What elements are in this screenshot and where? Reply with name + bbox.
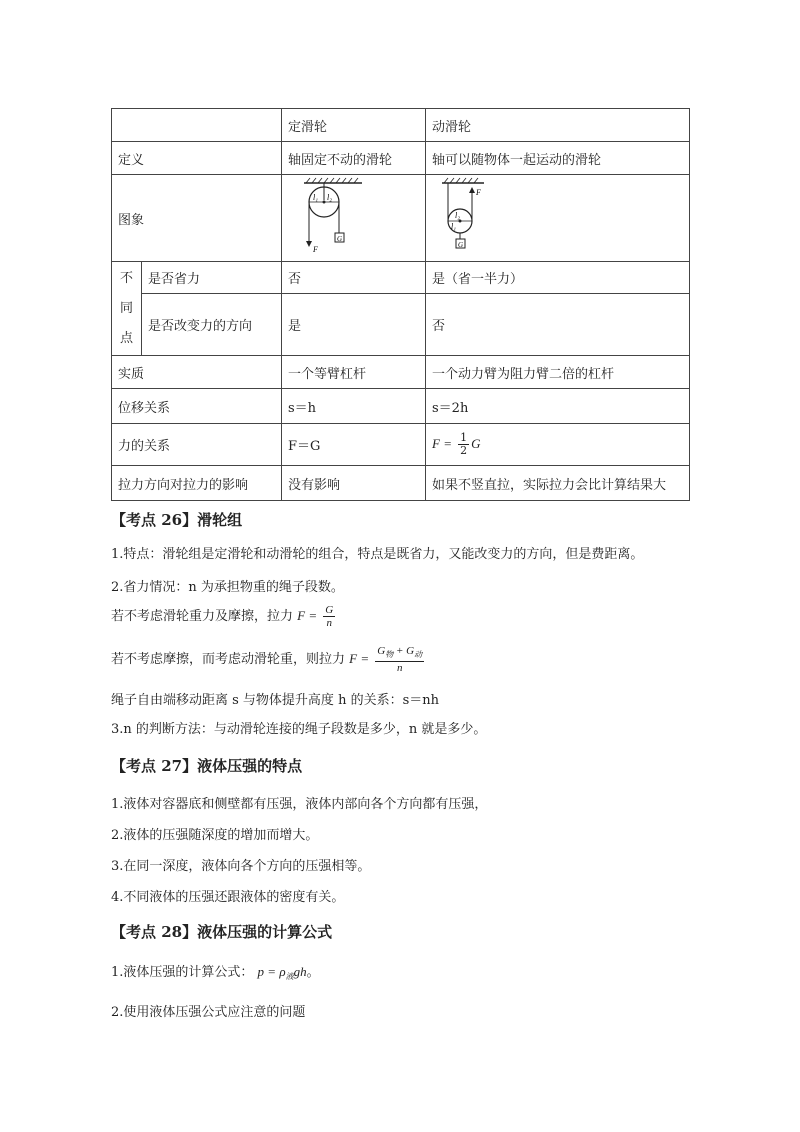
row-label-essence: 实质 — [112, 356, 282, 389]
pulley-comparison-table — [111, 108, 690, 501]
section-26-paragraph-1: 1.特点：滑轮组是定滑轮和动滑轮的组合，特点是既省力，又能改变力的方向，但是费距离。 — [111, 547, 644, 562]
header-movable-pulley: 动滑轮 — [426, 109, 690, 142]
movable-l2-label: l₂ — [455, 211, 461, 220]
pulley-group-numerator: G — [325, 604, 334, 616]
force-movable-lhs: F = — [432, 436, 452, 451]
differences-label-char-3: 点 — [119, 330, 133, 346]
pulley-weight-numerator — [375, 645, 424, 662]
row-label-changes-direction: 是否改变力的方向 — [142, 294, 282, 356]
numerator-g-object: G — [377, 645, 386, 657]
subscript-pulley: 动 — [414, 650, 423, 659]
pulley-group-denominator: n — [326, 617, 332, 629]
section-28-p1-suffix: 。 — [306, 965, 320, 980]
formula-part-a: p = ρ — [257, 964, 286, 979]
section-26-paragraph-2: 2.省力情况：n 为承担物重的绳子段数。 — [111, 580, 344, 595]
essence-fixed: 一个等臂杠杆 — [282, 356, 426, 389]
section-26-p4-prefix: 若不考虑摩擦，而考虑动滑轮重，则拉力 — [111, 652, 346, 667]
table-row-definition — [112, 142, 690, 175]
movable-pulley-diagram-cell — [426, 175, 690, 262]
section-26-p3-lhs: F = — [297, 608, 318, 623]
essence-movable: 一个动力臂为阻力臂二倍的杠杆 — [426, 356, 690, 389]
force-fixed: F＝G — [282, 424, 426, 466]
table-row-saves-force — [112, 262, 690, 294]
row-label-image: 图象 — [112, 175, 282, 262]
section-28-title: 【考点 28】液体压强的计算公式 — [111, 923, 333, 941]
header-fixed-pulley: 定滑轮 — [282, 109, 426, 142]
definition-movable: 轴可以随物体一起运动的滑轮 — [426, 142, 690, 175]
fixed-pulley-diagram-cell — [282, 175, 426, 262]
saves-force-movable: 是（省一半力） — [426, 262, 690, 294]
movable-l1-label: l₁ — [451, 222, 457, 231]
pull-direction-movable: 如果不竖直拉，实际拉力会比计算结果大 — [426, 466, 690, 501]
section-26-paragraph-5: 绳子自由端移动距离 s 与物体提升高度 h 的关系：s＝nh — [111, 693, 439, 708]
section-26-paragraph-4 — [111, 645, 426, 674]
section-27-paragraph-4: 4.不同液体的压强还跟液体的密度有关。 — [111, 890, 345, 905]
table-cell-empty — [112, 109, 282, 142]
section-26-p3-prefix: 若不考虑滑轮重力及摩擦，拉力 — [111, 609, 294, 624]
half-fraction — [458, 432, 469, 457]
formula-subscript: 液 — [285, 972, 294, 981]
table-row-displacement — [112, 389, 690, 424]
displacement-fixed: s＝h — [282, 389, 426, 424]
pull-direction-fixed: 没有影响 — [282, 466, 426, 501]
row-label-definition: 定义 — [112, 142, 282, 175]
section-27-title: 【考点 27】液体压强的特点 — [111, 757, 303, 775]
plus-sign: + — [393, 645, 407, 657]
fixed-pulley-diagram — [282, 175, 426, 257]
movable-force-label: F — [476, 188, 481, 197]
half-fraction-denominator: 2 — [460, 444, 468, 457]
section-26-paragraph-6: 3.n 的判断方法：与动滑轮连接的绳子段数是多少，n 就是多少。 — [111, 722, 487, 737]
changes-direction-fixed: 是 — [282, 294, 426, 356]
section-28-p1-prefix: 1.液体压强的计算公式： — [111, 965, 254, 980]
fixed-force-label: F — [313, 245, 318, 254]
liquid-pressure-formula — [258, 964, 307, 979]
force-movable-var: G — [471, 436, 481, 451]
definition-fixed: 轴固定不动的滑轮 — [282, 142, 426, 175]
pulley-weight-denominator: n — [396, 662, 403, 674]
table-row-image — [112, 175, 690, 262]
formula-part-b: gh — [293, 964, 307, 979]
saves-force-fixed: 否 — [282, 262, 426, 294]
section-27-paragraph-3: 3.在同一深度，液体向各个方向的压强相等。 — [111, 859, 371, 874]
fixed-weight-label: G — [337, 235, 343, 243]
differences-group-label — [112, 262, 142, 356]
subscript-object: 物 — [385, 650, 394, 659]
table-row-essence — [112, 356, 690, 389]
section-26-paragraph-3 — [111, 604, 337, 629]
section-26-title: 【考点 26】滑轮组 — [111, 511, 243, 529]
row-label-displacement: 位移关系 — [112, 389, 282, 424]
pulley-group-fraction — [323, 604, 335, 629]
force-movable — [426, 424, 690, 466]
pulley-weight-fraction — [375, 645, 424, 674]
differences-label-char-1: 不 — [119, 270, 133, 286]
table-row-header — [112, 109, 690, 142]
movable-weight-label: G — [458, 241, 464, 249]
displacement-movable: s＝2h — [426, 389, 690, 424]
section-27-paragraph-2: 2.液体的压强随深度的增加而增大。 — [111, 828, 319, 843]
table-row-pull-direction — [112, 466, 690, 501]
table-row-changes-direction — [112, 294, 690, 356]
section-28-paragraph-2: 2.使用液体压强公式应注意的问题 — [111, 1005, 306, 1020]
row-label-pull-direction: 拉力方向对拉力的影响 — [112, 466, 282, 501]
section-26-p4-lhs: F = — [349, 651, 370, 666]
table-row-force — [112, 424, 690, 466]
fixed-l2-label: l₂ — [327, 193, 333, 202]
movable-pulley-diagram — [426, 175, 690, 257]
numerator-g-pulley: G — [406, 645, 415, 657]
section-28-paragraph-1 — [111, 961, 320, 982]
differences-label-char-2: 同 — [119, 300, 133, 316]
section-27-paragraph-1: 1.液体对容器底和侧壁都有压强，液体内部向各个方向都有压强， — [111, 797, 488, 812]
row-label-force: 力的关系 — [112, 424, 282, 466]
changes-direction-movable: 否 — [426, 294, 690, 356]
row-label-saves-force: 是否省力 — [142, 262, 282, 294]
fixed-l1-label: l₁ — [313, 193, 319, 202]
half-fraction-numerator: 1 — [460, 431, 468, 444]
